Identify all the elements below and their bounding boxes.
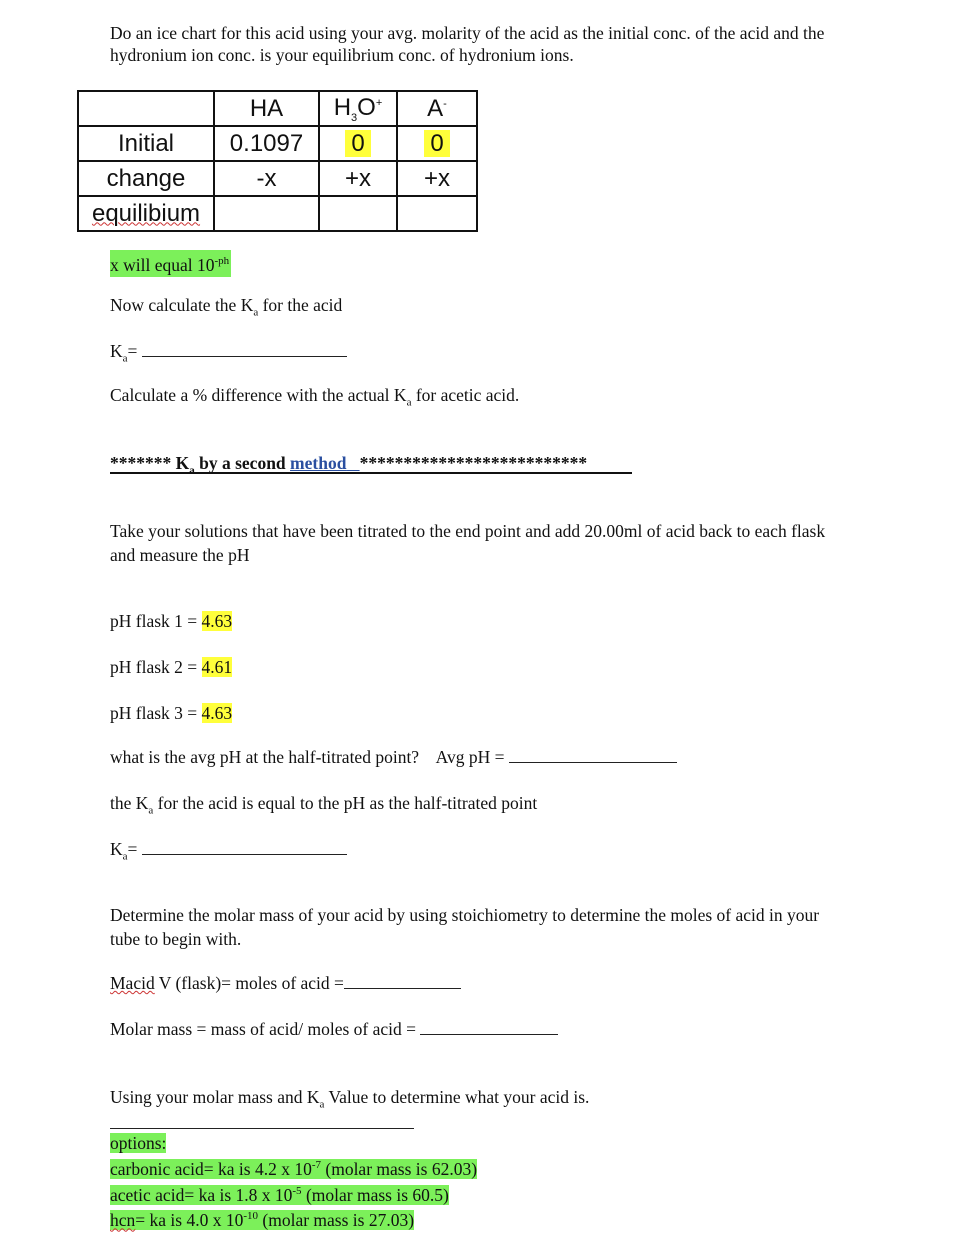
ice-header-row bbox=[78, 91, 477, 126]
second-method-heading: ******* $K_a$ by a second method ************************** bbox=[110, 453, 588, 477]
avg-ph-question: what is the avg pH at the half-titrated point? Avg pH = bbox=[110, 746, 677, 769]
ice-initial-ha: 0.1097 bbox=[214, 126, 319, 161]
ice-row-change bbox=[78, 161, 477, 196]
ice-label-initial: Initial bbox=[78, 126, 214, 161]
x-note: x will equal $10^{-ph}$ bbox=[110, 250, 231, 277]
moles-blank[interactable] bbox=[344, 972, 461, 989]
ka-answer-2-blank[interactable] bbox=[142, 838, 347, 855]
now-calc-ka: Now calculate the $K_a$ for the acid bbox=[110, 295, 343, 319]
molar-line-2: tube to begin with. bbox=[110, 929, 242, 949]
ice-change-ha: -x bbox=[214, 161, 319, 196]
ka-answer-2: $K_a=$ bbox=[110, 838, 347, 869]
molar-mass-equation: Molar mass = mass of acid/ moles of acid = bbox=[110, 1018, 558, 1041]
molar-line-1: Determine the molar mass of your acid by using stoichiometry to determine the moles of acid in your bbox=[110, 905, 820, 925]
ice-initial-a-value: 0 bbox=[424, 130, 449, 157]
option-acetic: acetic acid= ka is 1.8 x $10^{-5}$ (molar mass is 60.5) bbox=[110, 1184, 449, 1205]
ice-change-a: +x bbox=[397, 161, 477, 196]
ice-label-equilibrium: equilibium bbox=[78, 196, 214, 231]
options-title: options: bbox=[110, 1133, 167, 1153]
ice-header-h3o: $H_3O^+$ bbox=[319, 91, 397, 126]
ice-header-a: A- bbox=[397, 91, 477, 126]
ice-initial-h3o-value: 0 bbox=[345, 130, 370, 157]
molar-mass-blank[interactable] bbox=[420, 1018, 558, 1035]
ice-header-ha: HA bbox=[214, 91, 319, 126]
ice-initial-h3o bbox=[319, 126, 397, 161]
intro-line-2: hydronium ion conc. is your equilibrium conc. of hydronium ions. bbox=[110, 45, 574, 65]
ph-flask-2: pH flask 2 = 4.61 bbox=[110, 657, 233, 677]
ph-flask-3-value: 4.63 bbox=[201, 703, 233, 723]
moles-equation: Macid V (flask)= moles of acid = bbox=[110, 972, 461, 995]
ice-change-h3o: +x bbox=[319, 161, 397, 196]
ph-flask-1-value: 4.63 bbox=[201, 611, 233, 631]
ice-eq-h3o bbox=[319, 196, 397, 231]
ice-label-change: change bbox=[78, 161, 214, 196]
option-hcn: hcn= ka is 4.0 x $10^{-10}$ (molar mass is 27.03) bbox=[110, 1210, 415, 1231]
ice-eq-a bbox=[397, 196, 477, 231]
ph-flask-1: pH flask 1 = 4.63 bbox=[110, 611, 233, 631]
ice-initial-a bbox=[397, 126, 477, 161]
ice-row-initial bbox=[78, 126, 477, 161]
percent-difference: Calculate a % difference with the actual $K_a$ for acetic acid. bbox=[110, 385, 520, 409]
ka-equal-ph: the $K_a$ for the acid is equal to the pH as the half-titrated point bbox=[110, 793, 538, 817]
titrate-line-1: Take your solutions that have been titrated to the end point and add 20.00ml of acid back to each flask bbox=[110, 521, 826, 541]
ph-flask-2-value: 4.61 bbox=[201, 657, 233, 677]
titrate-line-2: and measure the pH bbox=[110, 545, 250, 565]
ice-header-empty bbox=[78, 91, 214, 126]
options-block bbox=[110, 1132, 477, 1231]
second-method-rule bbox=[110, 472, 632, 474]
ice-table bbox=[77, 90, 478, 232]
answer-blank-line[interactable] bbox=[110, 1128, 414, 1129]
intro-line-1: Do an ice chart for this acid using your avg. molarity of the acid as the initial conc. of the acid and the bbox=[110, 23, 825, 43]
ice-eq-ha bbox=[214, 196, 319, 231]
ka-answer-1: $K_a=$ bbox=[110, 340, 347, 371]
ph-flask-3: pH flask 3 = 4.63 bbox=[110, 703, 233, 723]
ice-row-equilibrium bbox=[78, 196, 477, 231]
avg-ph-blank[interactable] bbox=[509, 746, 677, 763]
option-carbonic: carbonic acid= ka is 4.2 x $10^{-7}$ (molar mass is 62.03) bbox=[110, 1158, 478, 1179]
ka-answer-1-blank[interactable] bbox=[142, 340, 347, 357]
using-molar-mass: Using your molar mass and $K_a$ Value to determine what your acid is. bbox=[110, 1087, 590, 1111]
